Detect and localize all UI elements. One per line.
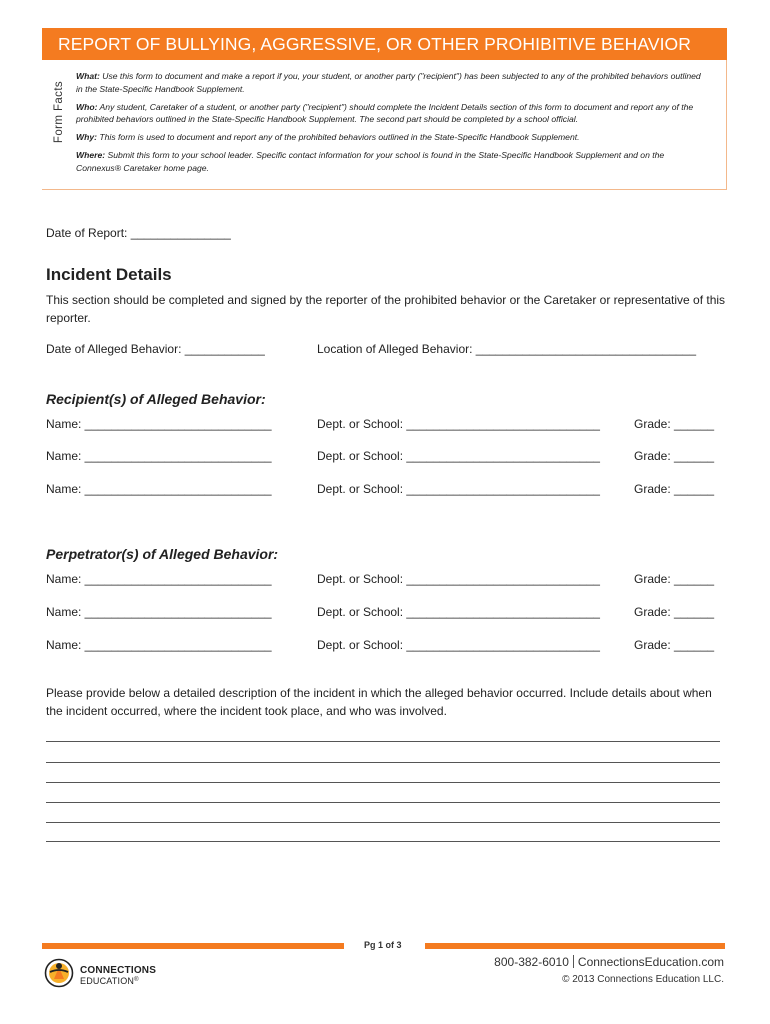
footer-copyright: © 2013 Connections Education LLC. [562,974,724,985]
description-line[interactable] [46,802,720,803]
form-title-banner [42,28,727,60]
perpetrator-grade-field[interactable]: Grade: ______ [634,572,715,586]
description-line[interactable] [46,841,720,842]
logo-line1: CONNECTIONS [80,965,157,976]
fact-why: Why: This form is used to document and report any of the prohibited behaviors outlined in the State-Specific Handbook Supplement. [76,132,580,142]
perpetrator-name-field[interactable]: Name: ____________________________ [46,572,272,586]
recipient-name-field[interactable]: Name: ____________________________ [46,482,272,496]
perpetrator-grade-field[interactable]: Grade: ______ [634,605,715,619]
fact-what: What: Use this form to document and make a report if you, your student, or another party ("recipient") has been subjected to any of the prohibited behaviors outlined in the State-Specific Handbook Supplement. [76,71,701,94]
recipient-grade-field[interactable]: Grade: ______ [634,449,715,463]
fact-where: Where: Submit this form to your school leader. Specific contact information for your school is found in the State-Specific Handbook Supplement and on the Connexus® Caretaker home page. [76,150,665,173]
form-title: REPORT OF BULLYING, AGGRESSIVE, OR OTHER PROHIBITIVE BEHAVIOR [58,34,691,54]
perpetrator-dept-field[interactable]: Dept. or School: _____________________________ [317,572,600,586]
perpetrators-heading: Perpetrator(s) of Alleged Behavior: [46,546,279,562]
recipient-name-field[interactable]: Name: ____________________________ [46,449,272,463]
form-facts-text [76,70,706,180]
perpetrator-grade-field[interactable]: Grade: ______ [634,638,715,652]
footer-website-link[interactable]: ConnectionsEducation.com [577,955,724,969]
recipients-heading: Recipient(s) of Alleged Behavior: [46,391,266,407]
footer-contact [494,955,724,969]
date-of-report-field[interactable]: Date of Report: _______________ [46,226,231,240]
date-alleged-field[interactable]: Date of Alleged Behavior: ____________ [46,342,265,356]
recipient-dept-field[interactable]: Dept. or School: _____________________________ [317,417,600,431]
recipient-name-field[interactable]: Name: ____________________________ [46,417,272,431]
incident-intro: This section should be completed and signed by the reporter of the prohibited behavior or the Caretaker or representative of this reporter. [46,293,726,325]
connections-logo-icon [44,958,74,988]
logo-line2: EDUCATION® [80,976,139,986]
footer-rule-right [425,943,725,949]
description-line[interactable] [46,822,720,823]
description-line[interactable] [46,741,720,742]
perpetrator-name-field[interactable]: Name: ____________________________ [46,605,272,619]
recipient-dept-field[interactable]: Dept. or School: _____________________________ [317,449,600,463]
recipient-grade-field[interactable]: Grade: ______ [634,482,715,496]
incident-details-heading: Incident Details [46,265,172,284]
recipient-dept-field[interactable]: Dept. or School: _____________________________ [317,482,600,496]
footer-separator [573,955,574,968]
recipient-grade-field[interactable]: Grade: ______ [634,417,715,431]
description-prompt: Please provide below a detailed description of the incident in which the alleged behavior occurred. Include details about when the incident occurred, where the incident took place, and who was involved. [46,686,712,718]
perpetrator-dept-field[interactable]: Dept. or School: _____________________________ [317,638,600,652]
form-facts-label: Form Facts [53,80,65,144]
footer-rule-left [42,943,344,949]
description-line[interactable] [46,782,720,783]
description-line[interactable] [46,762,720,763]
perpetrator-dept-field[interactable]: Dept. or School: _____________________________ [317,605,600,619]
location-alleged-field[interactable]: Location of Alleged Behavior: _________________________________ [317,342,697,356]
fact-who: Who: Any student, Caretaker of a student, or another party ("recipient") should complete the Incident Details section of this form to document and report any of the prohibited behaviors outlined in the State-Specific Handbook Supplement. The second part should be completed by a school official. [76,101,694,124]
footer-phone: 800-382-6010 [494,955,569,969]
perpetrator-name-field[interactable]: Name: ____________________________ [46,638,272,652]
page-number: Pg 1 of 3 [364,940,402,950]
